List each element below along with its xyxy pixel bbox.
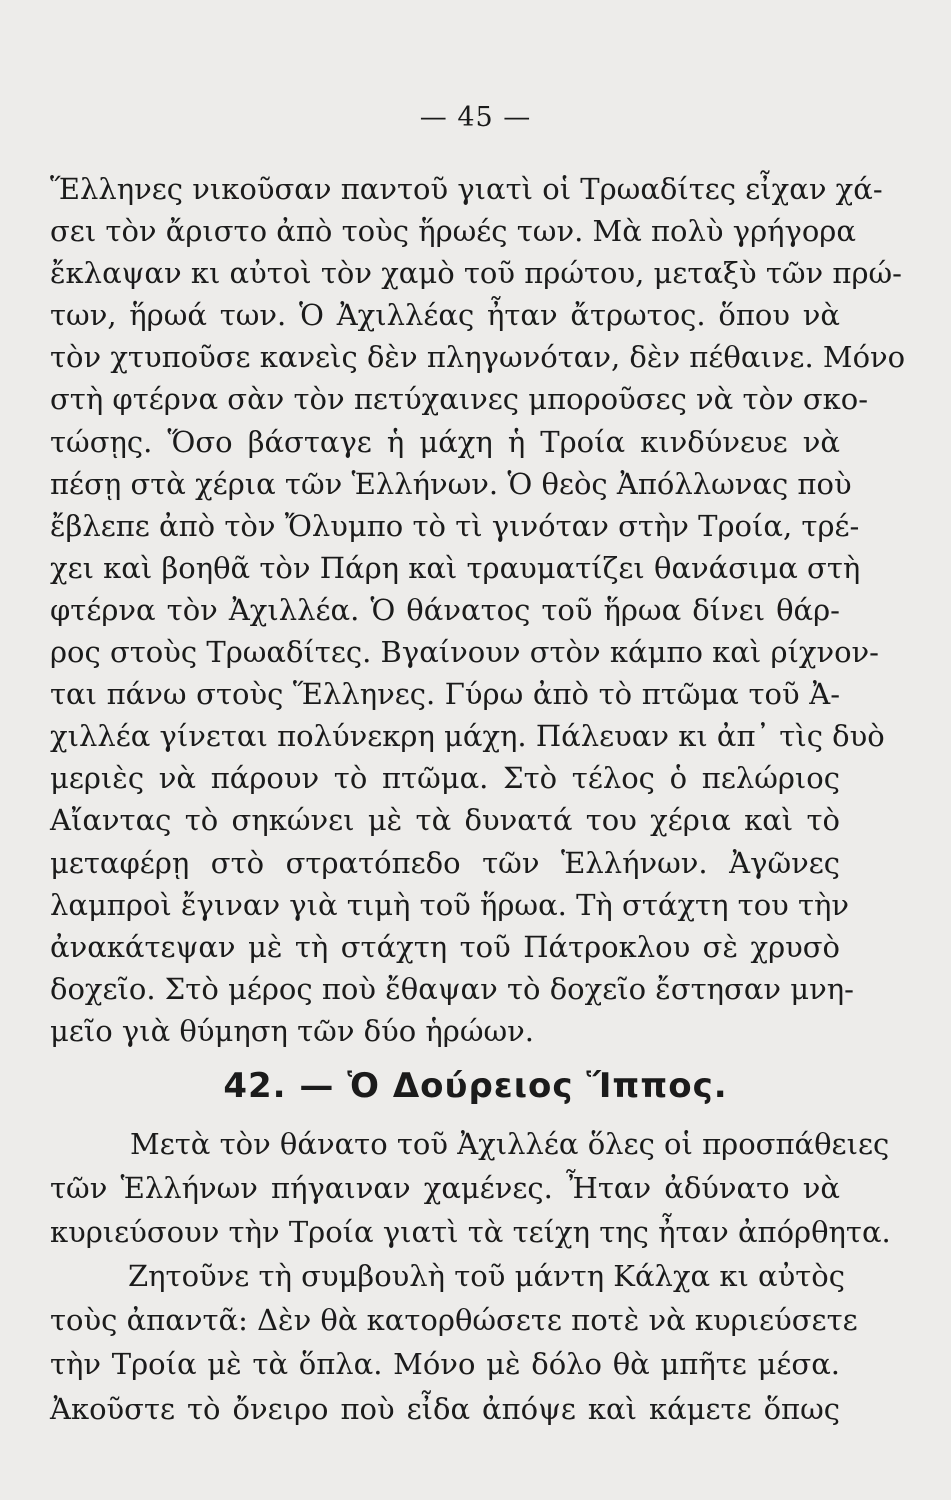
- text-line: χει καὶ βοηθᾶ τὸν Πάρη καὶ τραυματίζει θανάσιμα στὴ: [50, 550, 861, 585]
- text-line: στὴ φτέρνα σὰν τὸν πετύχαινες μποροῦσες νὰ τὸν σκο-: [50, 382, 869, 417]
- text-line: Μετὰ τὸν θάνατο τοῦ Ἀχιλλέα ὅλες οἱ προσπάθειες: [130, 1127, 890, 1161]
- text-line: Ἀκοῦστε τὸ ὄνειρο ποὺ εἶδα ἀπόψε καὶ κάμετε ὅπως: [50, 1391, 840, 1426]
- section-1-text: [50, 168, 906, 1052]
- text-line: τὸν χτυποῦσε κανεὶς δὲν πληγωνόταν, δὲν πέθαινε. Μόνο: [50, 340, 906, 375]
- text-line: ἔβλεπε ἀπὸ τὸν Ὄλυμπο τὸ τὶ γινόταν στὴν Τροία, τρέ-: [50, 508, 860, 543]
- text-line: των, ἥρωά των. Ὁ Ἀχιλλέας ἦταν ἄτρωτος. ὅπου νὰ: [50, 298, 840, 333]
- text-line: μεῖο γιὰ θύμηση τῶν δύο ἡρώων.: [50, 1013, 534, 1048]
- text-line: τῶν Ἑλλήνων πήγαιναν χαμένες. Ἦταν ἀδύνατο νὰ: [50, 1171, 840, 1206]
- text-line: τώσῃς. Ὅσο βάσταγε ἡ μάχη ἡ Τροία κινδύνευε νὰ: [50, 424, 840, 459]
- text-line: τὴν Τροία μὲ τὰ ὅπλα. Μόνο μὲ δόλο θὰ μπῆτε μέσα.: [50, 1347, 840, 1382]
- text-line: δοχεῖο. Στὸ μέρος ποὺ ἔθαψαν τὸ δοχεῖο ἔστησαν μνη-: [50, 971, 854, 1006]
- page-number: — 45 —: [419, 102, 532, 133]
- text-line: ἔκλαψαν κι αὐτοὶ τὸν χαμὸ τοῦ πρώτου, μεταξὺ τῶν πρώ-: [50, 256, 902, 291]
- text-line: Αἴαντας τὸ σηκώνει μὲ τὰ δυνατά του χέρια καὶ τὸ: [50, 803, 840, 838]
- text-line: πέσῃ στὰ χέρια τῶν Ἑλλήνων. Ὁ θεὸς Ἀπόλλωνας ποὺ: [50, 466, 852, 501]
- text-line: μεριὲς νὰ πάρουν τὸ πτῶμα. Στὸ τέλος ὁ πελώριος: [50, 761, 840, 796]
- text-line: Ἕλληνες νικοῦσαν παντοῦ γιατὶ οἱ Τρωαδίτες εἶχαν χά-: [50, 172, 883, 206]
- text-line: φτέρνα τὸν Ἀχιλλέα. Ὁ θάνατος τοῦ ἥρωα δίνει θάρ-: [50, 592, 840, 627]
- text-line: τοὺς ἀπαντᾶ: Δὲν θὰ κατορθώσετε ποτὲ νὰ κυριεύσετε: [50, 1303, 858, 1338]
- text-line: Ζητοῦνε τὴ συμβουλὴ τοῦ μάντη Κάλχα κι αὐτὸς: [128, 1259, 845, 1294]
- section-2-text: [50, 1122, 891, 1431]
- text-line: κυριεύσουν τὴν Τροία γιατὶ τὰ τείχη της ἦταν ἀπόρθητα.: [50, 1215, 891, 1250]
- text-line: λαμπροὶ ἔγιναν γιὰ τιμὴ τοῦ ἥρωα. Τὴ στάχτη του τὴν: [50, 887, 850, 922]
- text-line: ρος στοὺς Τρωαδίτες. Βγαίνουν στὸν κάμπο καὶ ρίχνον-: [50, 635, 879, 670]
- text-line: ται πάνω στοὺς Ἕλληνες. Γύρω ἀπὸ τὸ πτῶμα τοῦ Ἀ-: [50, 677, 840, 712]
- section-heading: 42. — Ὁ Δούρειος Ἵππος.: [223, 1066, 728, 1106]
- text-line: χιλλέα γίνεται πολύνεκρη μάχη. Πάλευαν κι ἀπ᾽ τὶς δυὸ: [50, 719, 885, 754]
- text-line: σει τὸν ἄριστο ἀπὸ τοὺς ἥρωές των. Μὰ πολὺ γρήγορα: [50, 214, 856, 249]
- text-line: μεταφέρῃ στὸ στρατόπεδο τῶν Ἑλλήνων. Ἀγῶνες: [50, 845, 840, 880]
- text-line: ἀνακάτεψαν μὲ τὴ στάχτη τοῦ Πάτροκλου σὲ χρυσὸ: [50, 929, 840, 964]
